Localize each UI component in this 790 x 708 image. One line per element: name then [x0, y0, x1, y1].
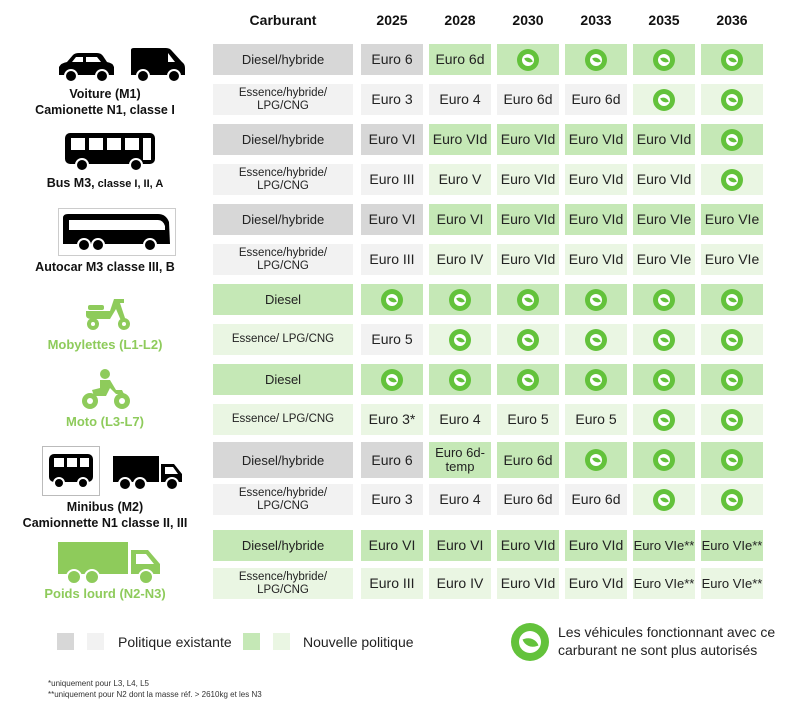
norm-cell: Euro 6d — [429, 44, 491, 75]
banned-leaf-icon — [653, 369, 675, 391]
vehicle-name: Moto (L3-L7) — [66, 414, 144, 429]
banned-leaf-icon — [517, 369, 539, 391]
fuel-cell: Diesel/hybride — [213, 124, 353, 155]
banned-leaf-icon — [721, 329, 743, 351]
banned-cell — [701, 84, 763, 115]
banned-cell — [497, 324, 559, 355]
norm-cell: Euro VId — [565, 244, 627, 275]
norm-cell: Euro VI — [361, 204, 423, 235]
fuel-cell: Essence/ LPG/CNG — [213, 404, 353, 435]
norm-cell: Euro VI — [429, 204, 491, 235]
banned-cell — [565, 44, 627, 75]
legend-banned-icon — [511, 623, 549, 661]
header-fuel: Carburant — [249, 12, 317, 28]
banned-leaf-icon — [381, 369, 403, 391]
banned-cell — [633, 484, 695, 515]
banned-leaf-icon — [449, 369, 471, 391]
norm-cell: Euro IV — [429, 244, 491, 275]
norm-cell: Euro VIe** — [701, 568, 763, 599]
banned-cell — [701, 124, 763, 155]
banned-cell — [429, 324, 491, 355]
heavy-truck-icon — [56, 540, 166, 586]
norm-cell: Euro 6d — [497, 484, 559, 515]
fuel-cell: Essence/hybride/ LPG/CNG — [213, 484, 353, 515]
banned-cell — [633, 44, 695, 75]
norm-cell: Euro V — [429, 164, 491, 195]
vehicle-name: Bus M3, — [46, 176, 95, 190]
vehicle-label-car — [0, 86, 210, 118]
coach-icon — [58, 208, 176, 256]
norm-cell: Euro VId — [497, 124, 559, 155]
banned-leaf-icon — [653, 409, 675, 431]
banned-leaf-icon — [721, 489, 743, 511]
banned-leaf-icon — [721, 49, 743, 71]
banned-cell — [701, 164, 763, 195]
norm-cell: Euro 5 — [497, 404, 559, 435]
vehicle-name-2: Camionette N1, classe I — [35, 103, 175, 117]
header-year-2036: 2036 — [716, 12, 748, 28]
vehicle-label-coach — [0, 259, 210, 275]
fuel-cell: Diesel/hybride — [213, 442, 353, 478]
fuel-cell: Essence/hybride/ LPG/CNG — [213, 568, 353, 599]
fuel-cell: Essence/hybride/ LPG/CNG — [213, 164, 353, 195]
banned-cell — [497, 284, 559, 315]
norm-cell: Euro 5 — [361, 324, 423, 355]
norm-cell: Euro 6d — [565, 484, 627, 515]
norm-cell: Euro 4 — [429, 484, 491, 515]
norm-cell: Euro VIe** — [633, 530, 695, 561]
norm-cell: Euro VId — [497, 244, 559, 275]
banned-cell — [497, 44, 559, 75]
norm-cell: Euro 6d — [497, 84, 559, 115]
norm-cell: Euro VId — [565, 530, 627, 561]
norm-cell: Euro VId — [565, 204, 627, 235]
banned-leaf-icon — [653, 89, 675, 111]
norm-cell: Euro VId — [497, 530, 559, 561]
fuel-cell: Essence/ LPG/CNG — [213, 324, 353, 355]
truck-icon — [110, 452, 186, 494]
banned-leaf-icon — [721, 289, 743, 311]
banned-leaf-icon — [721, 169, 743, 191]
norm-cell: Euro 6d — [497, 442, 559, 478]
banned-cell — [701, 364, 763, 395]
banned-leaf-icon — [653, 329, 675, 351]
legend-existing-label: Politique existante — [118, 634, 232, 650]
motorbike-icon — [80, 368, 132, 412]
banned-leaf-icon — [585, 49, 607, 71]
vehicle-label-moped — [0, 337, 210, 353]
norm-cell: Euro 6 — [361, 442, 423, 478]
banned-leaf-icon — [653, 489, 675, 511]
norm-cell: Euro VIe — [701, 244, 763, 275]
banned-cell — [633, 364, 695, 395]
banned-leaf-icon — [585, 289, 607, 311]
norm-cell: Euro VIe — [633, 244, 695, 275]
norm-cell: Euro VId — [633, 164, 695, 195]
fuel-cell: Diesel/hybride — [213, 44, 353, 75]
minibus-icon — [42, 446, 100, 496]
banned-leaf-icon — [721, 89, 743, 111]
banned-cell — [497, 364, 559, 395]
fuel-cell: Diesel — [213, 284, 353, 315]
vehicle-label-minibus — [0, 499, 210, 531]
scooter-icon — [80, 295, 136, 333]
footnote-2: **uniquement pour N2 dont la masse réf. > 2610kg et les N3 — [48, 690, 262, 699]
banned-leaf-icon — [721, 409, 743, 431]
norm-cell: Euro VIe** — [701, 530, 763, 561]
fuel-cell: Diesel/hybride — [213, 530, 353, 561]
norm-cell: Euro VId — [565, 568, 627, 599]
banned-leaf-icon — [653, 449, 675, 471]
legend-swatch-existing-light — [87, 633, 104, 650]
banned-cell — [633, 284, 695, 315]
banned-leaf-icon — [721, 369, 743, 391]
norm-cell: Euro 6 — [361, 44, 423, 75]
banned-leaf-icon — [653, 289, 675, 311]
legend-swatch-existing-dark — [57, 633, 74, 650]
banned-leaf-icon — [585, 329, 607, 351]
norm-cell: Euro 4 — [429, 84, 491, 115]
banned-cell — [429, 364, 491, 395]
vehicle-name-2: Camionnette N1 classe II, III — [22, 516, 188, 530]
banned-cell — [701, 404, 763, 435]
norm-cell: Euro III — [361, 244, 423, 275]
car-icon — [55, 49, 117, 85]
footnote-1: *uniquement pour L3, L4, L5 — [48, 679, 149, 688]
legend-swatch-new-light — [273, 633, 290, 650]
vehicle-name: Minibus (M2) — [66, 500, 144, 514]
banned-cell — [633, 84, 695, 115]
banned-cell — [429, 284, 491, 315]
banned-cell — [701, 484, 763, 515]
banned-leaf-icon — [585, 369, 607, 391]
vehicle-label-bus — [0, 175, 210, 192]
banned-cell — [565, 442, 627, 478]
norm-cell: Euro VId — [633, 124, 695, 155]
banned-cell — [361, 364, 423, 395]
banned-leaf-icon — [653, 49, 675, 71]
banned-leaf-icon — [721, 449, 743, 471]
norm-cell: Euro VI — [361, 530, 423, 561]
banned-cell — [565, 364, 627, 395]
legend-new-label: Nouvelle politique — [303, 634, 414, 650]
norm-cell: Euro 4 — [429, 404, 491, 435]
banned-cell — [633, 442, 695, 478]
banned-cell — [361, 284, 423, 315]
norm-cell: Euro VId — [497, 164, 559, 195]
banned-leaf-icon — [449, 289, 471, 311]
norm-cell: Euro III — [361, 164, 423, 195]
banned-leaf-icon — [449, 329, 471, 351]
fuel-cell: Diesel/hybride — [213, 204, 353, 235]
header-year-2028: 2028 — [444, 12, 476, 28]
norm-cell: Euro 5 — [565, 404, 627, 435]
banned-leaf-icon — [381, 289, 403, 311]
norm-cell: Euro VId — [497, 204, 559, 235]
norm-cell: Euro VId — [565, 164, 627, 195]
vehicle-name: Poids lourd (N2-N3) — [44, 586, 166, 601]
header-year-2025: 2025 — [376, 12, 408, 28]
vehicle-label-heavy-truck — [0, 586, 210, 602]
bus-icon — [62, 130, 158, 174]
banned-cell — [633, 404, 695, 435]
norm-cell: Euro VIe** — [633, 568, 695, 599]
fuel-cell: Diesel — [213, 364, 353, 395]
norm-cell: Euro 3 — [361, 484, 423, 515]
banned-leaf-icon — [721, 129, 743, 151]
banned-leaf-icon — [585, 449, 607, 471]
header-year-2030: 2030 — [512, 12, 544, 28]
norm-cell: Euro VId — [429, 124, 491, 155]
banned-cell — [565, 284, 627, 315]
norm-cell: Euro VId — [497, 568, 559, 599]
vehicle-label-motorcycle — [0, 414, 210, 430]
fuel-cell: Essence/hybride/ LPG/CNG — [213, 84, 353, 115]
norm-cell: Euro VI — [429, 530, 491, 561]
vehicle-name: Mobylettes (L1-L2) — [47, 337, 163, 352]
vehicle-name: Voiture (M1) — [69, 87, 141, 101]
banned-leaf-icon — [517, 329, 539, 351]
vehicle-name: Autocar M3 classe III, B — [35, 260, 175, 274]
vehicle-sub: classe I, II, A — [94, 178, 164, 190]
norm-cell: Euro 3* — [361, 404, 423, 435]
norm-cell: Euro III — [361, 568, 423, 599]
norm-cell: Euro 6d- temp — [429, 442, 491, 478]
norm-cell: Euro VIe — [701, 204, 763, 235]
banned-cell — [633, 324, 695, 355]
norm-cell: Euro 6d — [565, 84, 627, 115]
banned-cell — [701, 442, 763, 478]
norm-cell: Euro VI — [361, 124, 423, 155]
banned-leaf-icon — [517, 289, 539, 311]
legend-swatch-new-dark — [243, 633, 260, 650]
norm-cell: Euro VIe — [633, 204, 695, 235]
norm-cell: Euro IV — [429, 568, 491, 599]
norm-cell: Euro VId — [565, 124, 627, 155]
banned-cell — [701, 284, 763, 315]
fuel-cell: Essence/hybride/ LPG/CNG — [213, 244, 353, 275]
legend-banned-label: Les véhicules fonctionnant avec ce carburant ne sont plus autorisés — [558, 624, 776, 658]
banned-cell — [701, 44, 763, 75]
norm-cell: Euro 3 — [361, 84, 423, 115]
banned-leaf-icon — [517, 49, 539, 71]
banned-cell — [565, 324, 627, 355]
banned-cell — [701, 324, 763, 355]
header-year-2035: 2035 — [648, 12, 680, 28]
van-icon — [128, 45, 188, 85]
header-year-2033: 2033 — [580, 12, 612, 28]
